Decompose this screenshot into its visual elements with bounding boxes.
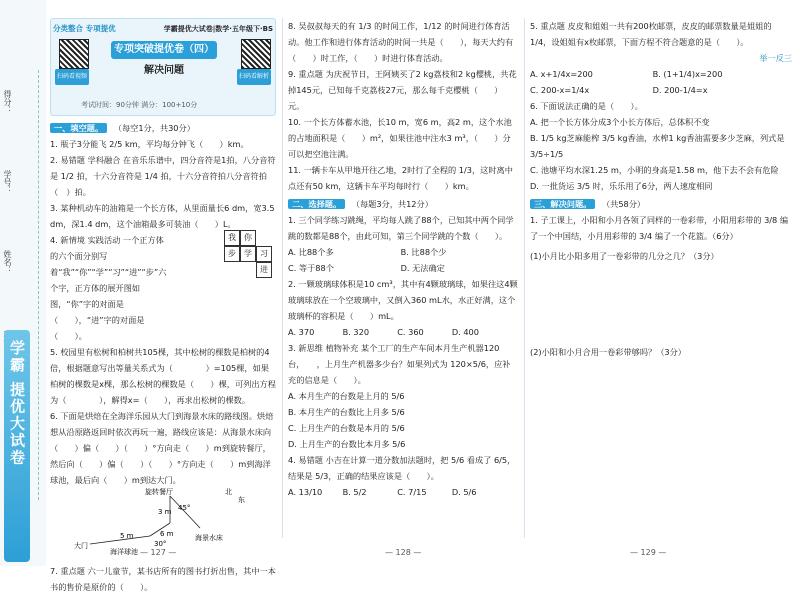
diagram-label: 30° xyxy=(154,540,167,548)
page-number: — 127 — xyxy=(140,548,177,557)
diagram-label: 大门 xyxy=(74,542,88,550)
choice-option[interactable]: A. x+1/4x=200 xyxy=(530,69,593,79)
worksheet-header xyxy=(50,18,276,116)
question-7: 7. 重点题 六一儿童节，某书店所有的图书打折出售，其中一本书的售价是原价的（ ）。 xyxy=(50,566,276,592)
student-id-field: 学号： xyxy=(3,170,12,194)
section-label: 二、选择题。 xyxy=(288,199,345,209)
diagram-label: 旋转餐厅 xyxy=(145,488,173,496)
choice-option[interactable]: D. 无法确定 xyxy=(400,263,445,273)
question-2: 2. 易错题 学科融合 在音乐乐谱中，四分音符是1拍，八分音符是 1/2 拍，十六分音符是 1/4 拍，十六分音符拍八分音符拍（ ）拍。 xyxy=(50,155,276,197)
answer-space[interactable] xyxy=(530,264,792,344)
choice-option[interactable]: C. 等于88个 xyxy=(288,263,334,273)
diagram-label: 北 xyxy=(225,488,232,496)
choice-question: 1. 三个同学练习跳绳，平均每人跳了88个，已知其中两个同学跳的数都是88个，由此可知，第三个同学跳的个数（ ）。 xyxy=(288,215,514,241)
series-label: 学霸提优大试卷|数学·五年级下·BS xyxy=(163,25,273,33)
question-5: 5. 校园里有松树和柏树共105棵，其中松树的棵数是柏树的4倍，根据题意写出等量关系式为（ ）=105棵，如果柏树的棵数是x棵，那么松树的棵数是（ ）棵，可列出方程为（ ），解得x=（ ），再求出松树的棵数。 xyxy=(50,347,276,405)
choice-options xyxy=(288,324,518,340)
choice-options xyxy=(530,66,792,98)
choice-option[interactable]: A. 本月生产的台数是上月的 5/6 xyxy=(288,391,405,401)
cube-net xyxy=(224,230,274,278)
section-label: 一、填空题。 xyxy=(50,123,107,133)
diagram-label: 海景水床 xyxy=(195,534,223,542)
choice-option[interactable]: B. 比88个少 xyxy=(400,247,447,257)
choice-question: 6. 下面说法正确的是（ ）。 xyxy=(530,101,643,111)
net-cell: 我 xyxy=(224,230,240,246)
choice-option[interactable]: D. 一批货运 3/5 时，乐乐用了6分，两人速度相同 xyxy=(530,181,713,191)
choice-option[interactable]: B. 320 xyxy=(342,327,370,337)
choice-option[interactable]: C. 360 xyxy=(397,327,424,337)
question-10: 10. 一个长方体蓄水池，长10 m，宽6 m，高2 m，这个水池的占地面积是（ ）m²，如果往池中注水3 m³，（ ）分可以把空池注满。 xyxy=(288,117,512,159)
choice-option[interactable]: B. 1/5 kg芝麻能榨 3/5 kg香油，水榨1 kg香油需要多少芝麻，列式是 3/5÷1/5 xyxy=(530,133,785,159)
section-points: （每空1分，共30分） xyxy=(113,123,195,133)
diagram-label: 海洋球池 xyxy=(110,548,138,556)
choice-options xyxy=(288,244,518,276)
question-8: 8. 吴叔叔每天的有 1/3 的时间工作，1/12 的时间进行体育活动。他工作和进行体育活动的时间一共是（ ），每天大约有（ ）时工作，（ ）时进行体育活动。 xyxy=(288,21,514,63)
fold-line xyxy=(38,70,39,500)
choice-option[interactable]: A. 13/10 xyxy=(288,487,323,497)
question-9: 9. 重点题 为庆祝节日，王阿姨买了2 kg荔枝和2 kg樱桃，共花掉145元，已知每千克荔枝27元，那么每千克樱桃（ ）元。 xyxy=(288,69,517,111)
column-divider xyxy=(524,18,525,538)
practice-link[interactable]: 举一反三 xyxy=(759,53,792,63)
score-field: 得分： xyxy=(3,90,12,114)
worksheet-subtitle: 解决问题 xyxy=(144,65,184,76)
page-number: — 128 — xyxy=(385,548,422,557)
choice-options xyxy=(288,484,518,500)
choice-question: 3. 新思维 植物补充 某个工厂的生产车间本月生产机器120台， ，上月生产机器多少台？如果列式为 120×5/6，应补充的信息是（ ）。 xyxy=(288,343,511,385)
choice-option[interactable]: B. (1+1/4)x=200 xyxy=(652,69,723,79)
net-cell: 习 xyxy=(256,246,272,262)
problem-1: 1. 子工课上，小阳和小月各领了同样的一卷彩带，小阳用彩带的 3/8 编了一个中国结，小月用彩带的 3/4 编了一个花篮。（6分） xyxy=(530,215,789,241)
page-129 xyxy=(530,18,792,548)
question-6: 6. 下面是烘焙在全海洋乐园从大门到海景水床的路线图。烘焙想从沿原路返回时依次再玩一遍，路线应该是：从海景水床向（ ）偏（ ）（ ）°方向走（ ）m到旋转餐厅，然后向（ ）偏（ ）（ ）°方向走（ ）m到海洋球池，最后向（ ）m到达大门。 xyxy=(50,411,274,485)
net-cell: 进 xyxy=(256,262,272,278)
section-heading xyxy=(288,196,518,212)
choice-question: 2. 一颗玻璃球体积是10 cm³，其中有4颗玻璃球，如果往这4颗玻璃球放在一个空玻璃中，又倒入360 mL水，水正好满，这个玻璃杯的容积是（ ）mL。 xyxy=(288,279,518,321)
choice-option[interactable]: C. 上月生产的台数是本月的 5/6 xyxy=(288,423,405,433)
section-points: （每题3分，共12分） xyxy=(351,199,433,209)
diagram-label: 6 m xyxy=(160,530,174,538)
choice-option[interactable]: D. 400 xyxy=(451,327,479,337)
route-segment xyxy=(170,496,200,528)
exam-info: 考试时间：90分钟 满分：100+10分 xyxy=(81,101,198,109)
choice-option[interactable]: B. 本月生产的台数比上月多 5/6 xyxy=(288,407,405,417)
section-points: （共58分） xyxy=(601,199,646,209)
section-label: 三、解决问题。 xyxy=(530,199,595,209)
diagram-label: 东 xyxy=(238,496,245,504)
diagram-label: 45° xyxy=(178,504,191,512)
diagram-label: 3 m xyxy=(158,508,172,516)
choice-option[interactable]: A. 把一个长方体分成3个小长方体后，总体积不变 xyxy=(530,117,710,127)
page-128 xyxy=(288,18,518,548)
choice-option[interactable]: D. 200-1/4=x xyxy=(652,85,708,95)
net-cell: 学 xyxy=(240,246,256,262)
choice-option[interactable]: B. 5/2 xyxy=(342,487,367,497)
net-cell: 步 xyxy=(224,246,240,262)
choice-option[interactable]: D. 上月生产的台数比本月多 5/6 xyxy=(288,439,406,449)
question-11: 11. 一辆卡车从甲地开往乙地，2时行了全程的 1/3，这时离中点还有50 km，这辆卡车平均每时行（ ）km。 xyxy=(288,165,513,191)
choice-option[interactable]: C. 200-x=1/4x xyxy=(530,85,590,95)
question-4: 4. 新情境 实践活动 一个正方体的六个面分别写着“我”“你”“学”“习”“进”“步”六个字，正方体的展开图如图，“你”字的对面是（ ），“进”字的对面是（ ）。 xyxy=(50,235,167,341)
worksheet-title: 专项突破提优卷（四） xyxy=(111,41,217,59)
page-number: — 129 — xyxy=(630,548,667,557)
choice-option[interactable]: C. 池塘平均水深1.25 m，小明的身高是1.58 m，他下去不会有危险 xyxy=(530,165,779,175)
choice-option[interactable]: D. 5/6 xyxy=(451,487,477,497)
question-1: 1. 瓶子3分能飞 2/5 km，平均每分钟飞（ ）km。 xyxy=(50,139,249,149)
column-divider xyxy=(282,18,283,538)
diagram-label: 5 m xyxy=(120,532,134,540)
header-tabs: 分类整合 专项提优 xyxy=(53,24,116,33)
question-3: 3. 某种机动车的油箱是一个长方体，从里面量长6 dm，宽3.5 dm，深1.4 dm，这个油箱最多可装油（ ）L。 xyxy=(50,203,275,229)
qr-label-answers: 扫码看解析 xyxy=(237,69,271,85)
qr-label-video: 扫码看视频 xyxy=(55,69,89,85)
choice-option[interactable]: A. 比88个多 xyxy=(288,247,334,257)
binding-sidebar xyxy=(0,0,46,566)
name-field: 姓名： xyxy=(3,250,12,274)
choice-question: 5. 重点题 皮皮和姐姐一共有200枚邮票，皮皮的邮票数量是姐姐的 1/4，设姐姐有x枚邮票，下面方程不符合题意的是（ ）。 xyxy=(530,21,772,47)
qr-code-icon[interactable] xyxy=(241,39,271,69)
choice-option[interactable]: C. 7/15 xyxy=(397,487,427,497)
choice-option[interactable]: A. 370 xyxy=(288,327,315,337)
section-heading xyxy=(530,196,792,212)
problem-1a: (1)小月比小阳多用了一卷彩带的几分之几？（3分） xyxy=(530,251,719,261)
brand-logo-text: 学霸 提优大试卷 xyxy=(8,340,26,467)
section-heading xyxy=(50,120,276,136)
problem-1b: (2)小阳和小月合用一卷彩带够吗？（3分） xyxy=(530,347,686,357)
choice-question: 4. 易错题 小吉在计算一道分数加法题时，把 5/6 看成了 6/5，结果是 5/3，正确的结果应该是（ ）。 xyxy=(288,455,516,481)
qr-code-icon[interactable] xyxy=(59,39,89,69)
net-cell: 你 xyxy=(240,230,256,246)
